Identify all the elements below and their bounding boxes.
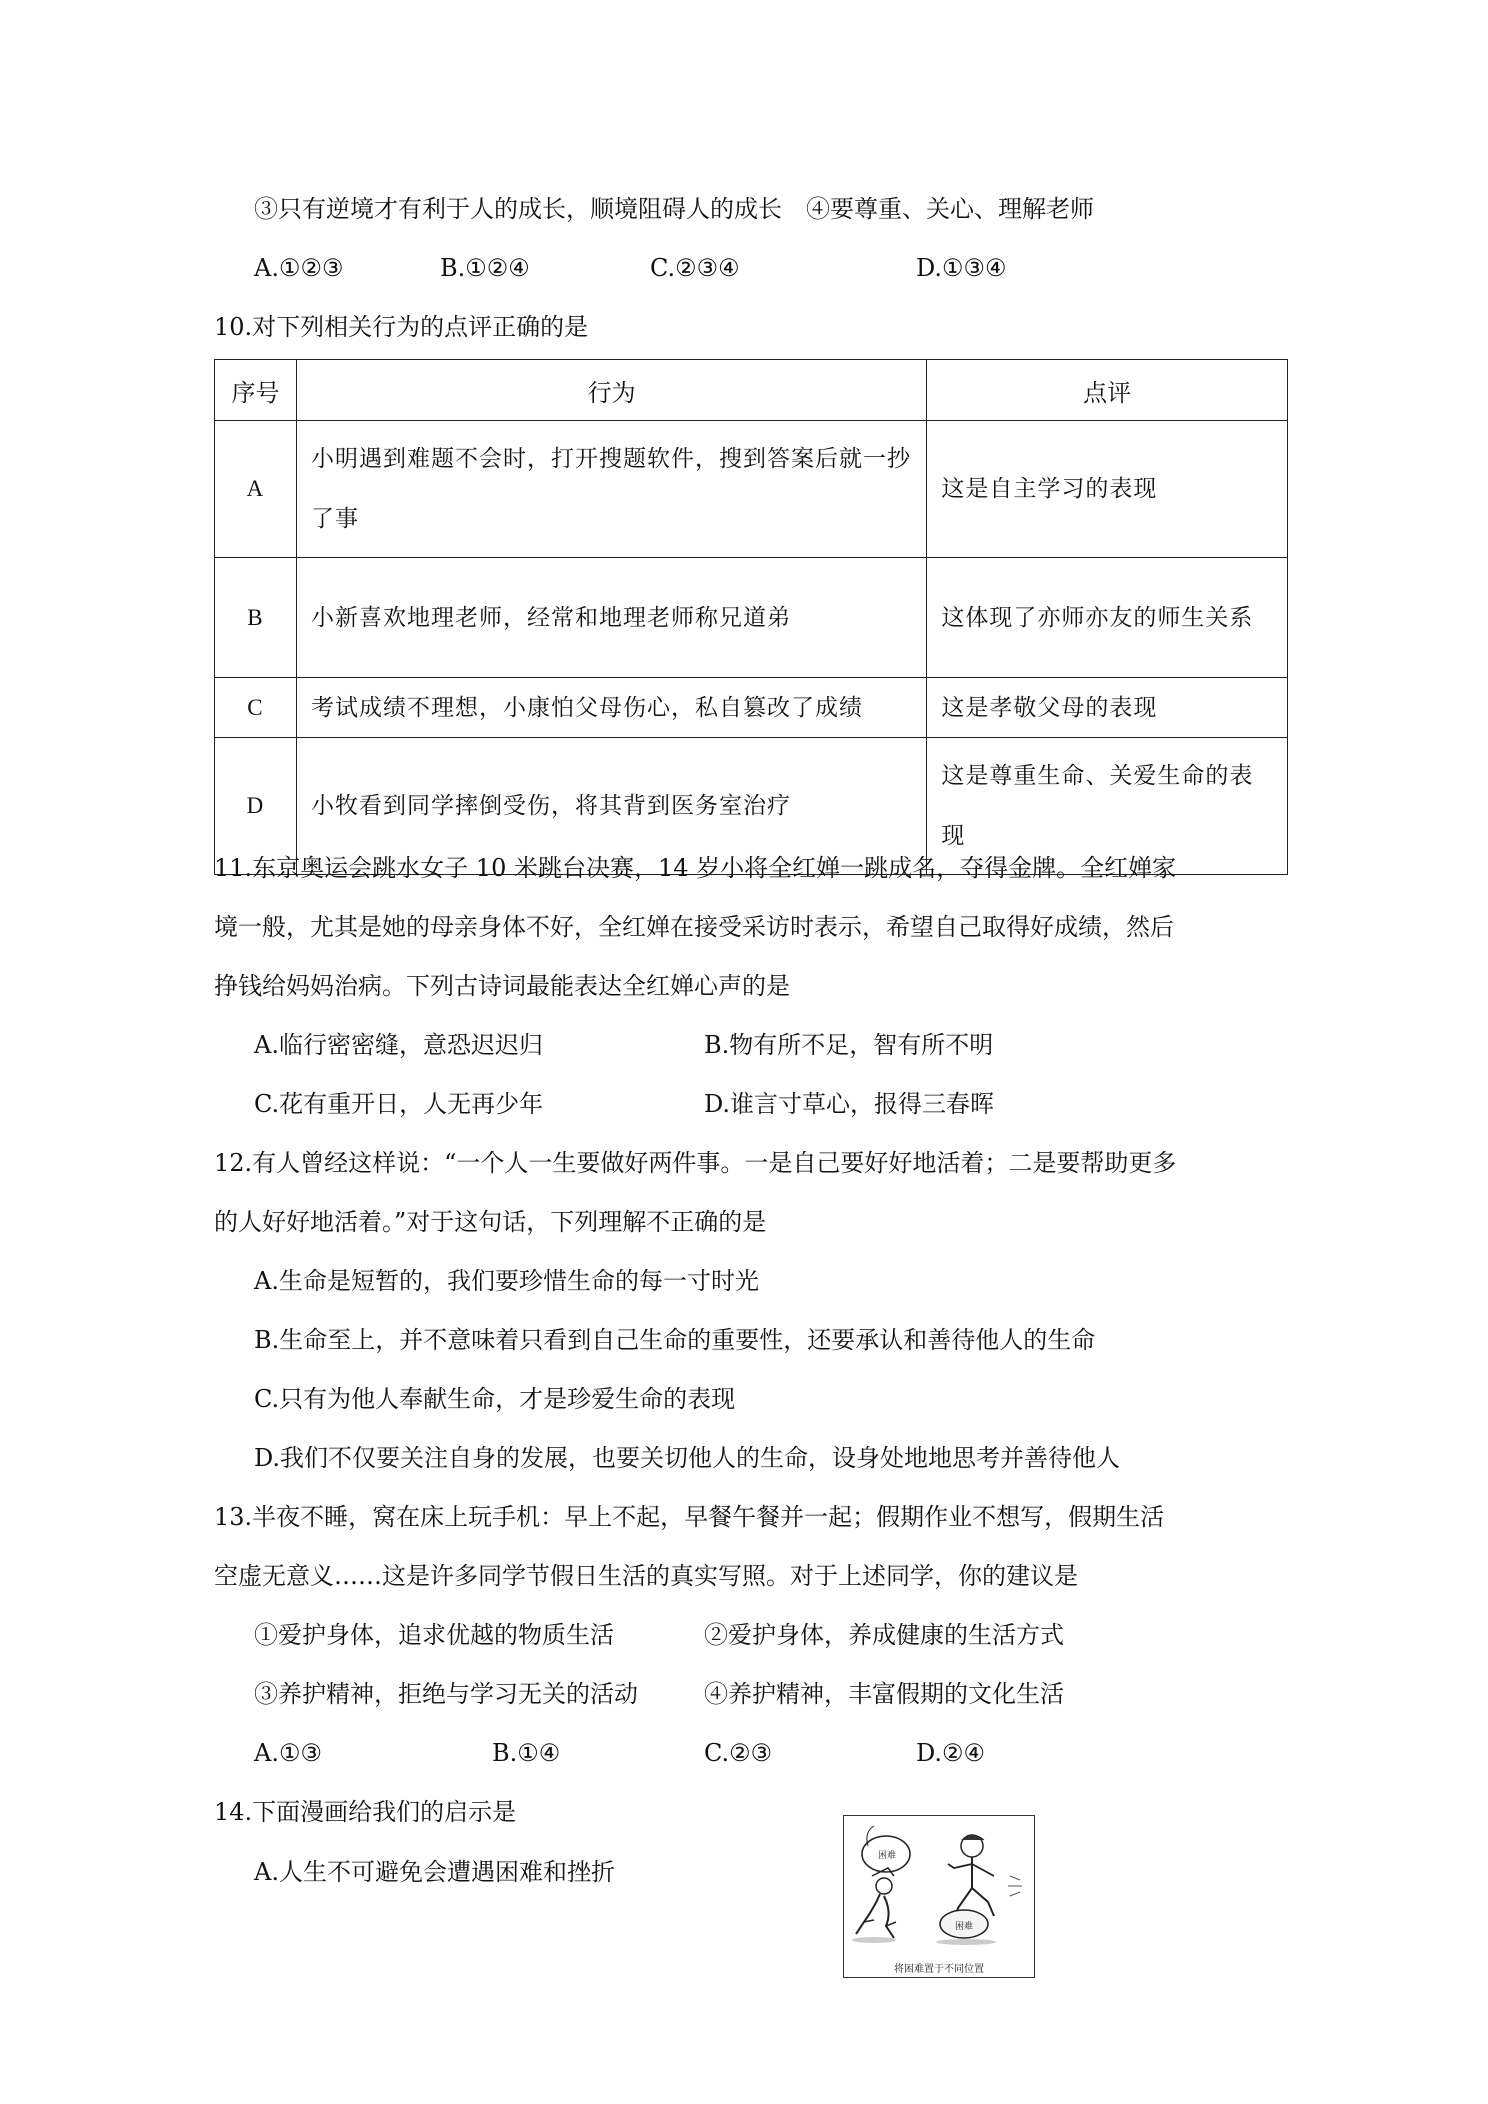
row-behavior: 考试成绩不理想，小康怕父母伤心，私自篡改了成绩	[296, 678, 926, 738]
comic-caption: 将困难置于不同位置	[894, 1964, 984, 1975]
q13-item-4: ④养护精神，丰富假期的文化生活	[704, 1680, 1064, 1708]
row-behavior: 小明遇到难题不会时，打开搜题软件，搜到答案后就一抄了事	[296, 421, 926, 558]
q10-stem: 10.对下列相关行为的点评正确的是	[214, 313, 589, 341]
table-row	[215, 558, 1288, 678]
header-index: 序号	[215, 360, 297, 421]
q12-option-c: C.只有为他人奉献生命，才是珍爱生命的表现	[254, 1385, 736, 1413]
row-behavior: 小新喜欢地理老师，经常和地理老师称兄道弟	[296, 558, 926, 678]
q11-line-1: 11.东京奥运会跳水女子 10 米跳台决赛，14 岁小将全红婵一跳成名，夺得金牌。全红婵家	[214, 854, 1177, 882]
q11-option-c: C.花有重开日，人无再少年	[254, 1090, 544, 1118]
table-row	[215, 421, 1288, 558]
table-row	[215, 678, 1288, 738]
row-index: C	[215, 678, 297, 738]
row-index: A	[215, 421, 297, 558]
header-behavior: 行为	[296, 360, 926, 421]
q12-line-1: 12.有人曾经这样说：“一个人一生要做好两件事。一是自己要好好地活着；二是要帮助更多	[214, 1149, 1177, 1177]
behavior-table	[214, 359, 1288, 875]
row-index: B	[215, 558, 297, 678]
header-comment: 点评	[927, 360, 1288, 421]
q9-option-c: C.②③④	[650, 254, 740, 282]
row-index: D	[215, 738, 297, 875]
q9-option-a: A.①②③	[254, 254, 344, 282]
q14-stem: 14.下面漫画给我们的启示是	[214, 1798, 517, 1826]
row-comment: 这是孝敬父母的表现	[927, 678, 1288, 738]
q11-line-2: 境一般，尤其是她的母亲身体不好，全红婵在接受采访时表示，希望自己取得好成绩，然后	[214, 913, 1174, 941]
q13-item-3: ③养护精神，拒绝与学习无关的活动	[254, 1680, 638, 1708]
comic-tag-top: 困难	[878, 1851, 897, 1861]
q11-line-3: 挣钱给妈妈治病。下列古诗词最能表达全红婵心声的是	[214, 972, 790, 1000]
q9-option-d: D.①③④	[916, 254, 1007, 282]
q11-option-a: A.临行密密缝，意恐迟迟归	[254, 1031, 543, 1059]
q12-line-2: 的人好好地活着。”对于这句话，下列理解不正确的是	[214, 1208, 767, 1236]
q13-option-c: C.②③	[704, 1739, 773, 1767]
q12-option-d: D.我们不仅要关注自身的发展，也要关切他人的生命，设身处地地思考并善待他人	[254, 1444, 1121, 1472]
q9-statement: ③只有逆境才有利于人的成长，顺境阻碍人的成长 ④要尊重、关心、理解老师	[254, 195, 1094, 223]
q13-option-b: B.①④	[492, 1739, 561, 1767]
row-comment: 这体现了亦师亦友的师生关系	[927, 558, 1288, 678]
q12-option-b: B.生命至上，并不意味着只看到自己生命的重要性，还要承认和善待他人的生命	[254, 1326, 1096, 1354]
row-comment: 这是尊重生命、关爱生命的表现	[927, 738, 1288, 875]
q13-item-2: ②爱护身体，养成健康的生活方式	[704, 1621, 1064, 1649]
q14-option-a: A.人生不可避免会遭遇困难和挫折	[254, 1858, 615, 1886]
q11-option-b: B.物有所不足，智有所不明	[704, 1031, 994, 1059]
table-header-row	[215, 360, 1288, 421]
comic-tag-bottom: 困难	[955, 1922, 974, 1932]
q11-option-d: D.谁言寸草心，报得三春晖	[704, 1090, 995, 1118]
q13-option-a: A.①③	[254, 1739, 322, 1767]
comic-illustration	[843, 1815, 1035, 1978]
row-behavior: 小牧看到同学摔倒受伤，将其背到医务室治疗	[296, 738, 926, 875]
q9-option-b: B.①②④	[440, 254, 530, 282]
q13-line-1: 13.半夜不睡，窝在床上玩手机：早上不起，早餐午餐并一起；假期作业不想写，假期生活	[214, 1503, 1165, 1531]
row-comment: 这是自主学习的表现	[927, 421, 1288, 558]
q12-option-a: A.生命是短暂的，我们要珍惜生命的每一寸时光	[254, 1267, 759, 1295]
comic-drawing	[844, 1816, 1034, 1956]
q13-item-1: ①爱护身体，追求优越的物质生活	[254, 1621, 614, 1649]
q13-line-2: 空虚无意义……这是许多同学节假日生活的真实写照。对于上述同学，你的建议是	[214, 1562, 1078, 1590]
q13-option-d: D.②④	[916, 1739, 986, 1767]
